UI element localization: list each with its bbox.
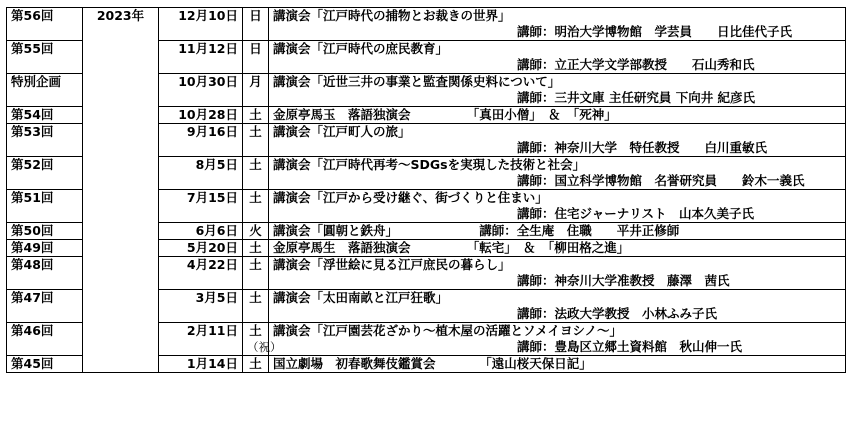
event-weekday: 土: [243, 157, 269, 190]
event-date: 4月22日: [159, 257, 243, 290]
event-lecturer: 講師：国立科学博物館 名誉研究員 鈴木一義氏: [517, 173, 805, 188]
event-content: [269, 41, 846, 74]
event-date: 11月12日: [159, 41, 243, 74]
event-title: 講演会「江戸から受け継ぐ、街づくりと住まい」: [273, 190, 548, 205]
event-date: 6月6日: [159, 223, 243, 240]
event-content: [269, 124, 846, 157]
event-number: 第46回: [7, 323, 83, 356]
event-title: 講演会「圓朝と鉄舟」 講師：全生庵 住職 平井正修師: [273, 223, 680, 238]
event-number: 第47回: [7, 290, 83, 323]
event-date: 7月15日: [159, 190, 243, 223]
event-date: 5月20日: [159, 240, 243, 257]
event-content: [269, 74, 846, 107]
event-content: [269, 257, 846, 290]
event-title: 金原亭馬生 落語独演会 「転宅」 ＆ 「柳田格之進」: [273, 240, 630, 255]
events-table: [6, 7, 846, 373]
event-content: [269, 8, 846, 41]
event-title: 講演会「浮世絵に見る江戸庶民の暮らし」: [273, 257, 511, 272]
event-weekday: 土: [243, 240, 269, 257]
event-title: 講演会「江戸時代再考～SDGsを実現した技術と社会」: [273, 157, 586, 172]
event-date: 10月30日: [159, 74, 243, 107]
event-title: 講演会「江戸時代の庶民教育」: [273, 41, 449, 56]
event-content: [269, 107, 846, 124]
event-weekday: 土: [243, 257, 269, 290]
event-weekday: 土: [243, 190, 269, 223]
event-date: 3月5日: [159, 290, 243, 323]
event-content: [269, 356, 846, 373]
weekday-label: 土: [249, 323, 262, 338]
event-date: 2月11日: [159, 323, 243, 356]
table-row: [7, 8, 846, 41]
event-weekday: 日: [243, 41, 269, 74]
event-content: [269, 190, 846, 223]
event-title: 講演会「近世三井の事業と監査関係史料について」: [273, 74, 561, 89]
event-number: 第52回: [7, 157, 83, 190]
event-lecturer: 講師：神奈川大学准教授 藤澤 茜氏: [517, 273, 730, 288]
event-content: [269, 323, 846, 356]
event-number: 第45回: [7, 356, 83, 373]
holiday-note: （祝）: [247, 340, 282, 354]
event-lecturer: 講師：豊島区立郷土資料館 秋山伸一氏: [517, 339, 743, 354]
event-title: 講演会「江戸町人の旅」: [273, 124, 411, 139]
event-content: [269, 157, 846, 190]
event-title: 講演会「江戸園芸花ざかり～植木屋の活躍とソメイヨシノ～」: [273, 323, 623, 338]
event-number: 第55回: [7, 41, 83, 74]
event-weekday: 土: [243, 124, 269, 157]
event-weekday: 土: [243, 290, 269, 323]
event-title: 金原亭馬玉 落語独演会 「真田小僧」 ＆ 「死神」: [273, 107, 617, 122]
event-date: 10月28日: [159, 107, 243, 124]
event-title: 国立劇場 初春歌舞伎鑑賞会 「遠山桜天保日記」: [273, 356, 592, 371]
event-weekday: 日: [243, 8, 269, 41]
event-lecturer: 講師：明治大学博物館 学芸員 日比佳代子氏: [517, 24, 793, 39]
event-number: 第56回: [7, 8, 83, 41]
event-title: 講演会「太田南畝と江戸狂歌」: [273, 290, 449, 305]
event-weekday: 土: [243, 107, 269, 124]
event-lecturer: 講師：神奈川大学 特任教授 白川重敏氏: [517, 140, 768, 155]
event-number: 第54回: [7, 107, 83, 124]
event-number: 第51回: [7, 190, 83, 223]
event-lecturer: 講師：立正大学文学部教授 石山秀和氏: [517, 57, 755, 72]
event-number: 第49回: [7, 240, 83, 257]
event-date: 12月10日: [159, 8, 243, 41]
event-number: 第50回: [7, 223, 83, 240]
event-weekday: [243, 323, 282, 356]
event-date: 8月5日: [159, 157, 243, 190]
event-title: 講演会「江戸時代の捕物とお裁きの世界」: [273, 8, 511, 23]
event-weekday: 土: [243, 356, 269, 373]
year-cell: 2023年: [83, 8, 159, 373]
event-lecturer: 講師：住宅ジャーナリスト 山本久美子氏: [517, 206, 755, 221]
event-content: [269, 290, 846, 323]
event-weekday: 月: [243, 74, 269, 107]
event-number: 第53回: [7, 124, 83, 157]
event-content: [269, 223, 846, 240]
events-table-body: [7, 8, 846, 373]
event-content: [269, 240, 846, 257]
event-date: 1月14日: [159, 356, 243, 373]
event-lecturer: 講師：三井文庫 主任研究員 下向井 紀彦氏: [517, 90, 756, 105]
event-number: 特別企画: [7, 74, 83, 107]
event-lecturer: 講師：法政大学教授 小林ふみ子氏: [517, 306, 718, 321]
event-date: 9月16日: [159, 124, 243, 157]
event-weekday: 火: [243, 223, 269, 240]
event-number: 第48回: [7, 257, 83, 290]
